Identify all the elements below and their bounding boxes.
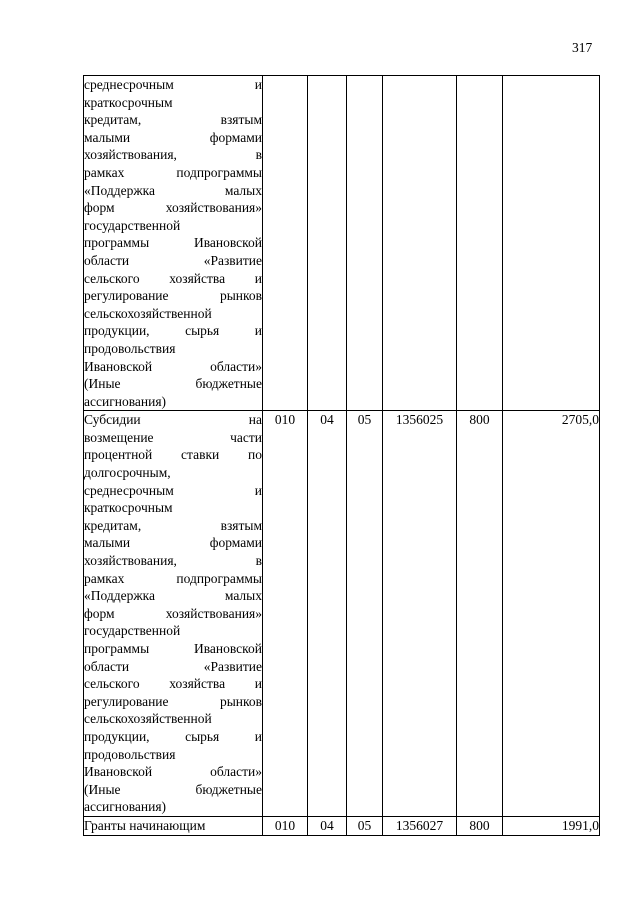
description-line: программы Ивановской [84, 235, 262, 251]
page-number: 317 [572, 40, 593, 55]
description-line: продовольствия [84, 746, 176, 762]
description-line: форм хозяйствования» [84, 200, 262, 216]
subsection-code-cell: 05 [347, 816, 383, 835]
description-line: (Иные бюджетные [84, 781, 262, 797]
description-line: Гранты начинающим [84, 817, 206, 833]
description-line: ассигнования) [84, 393, 167, 409]
target-article-cell: 1356027 [383, 816, 457, 835]
description-line: регулирование рынков [84, 288, 262, 304]
description-line: кредитам, взятым [84, 517, 262, 533]
expense-type-cell [457, 76, 503, 411]
description-line: продукции, сырья и [84, 323, 262, 339]
target-article-cell [383, 76, 457, 411]
budget-table [83, 75, 600, 836]
description-line: (Иные бюджетные [84, 376, 262, 392]
amount-cell: 2705,0 [503, 411, 600, 817]
description-line: краткосрочным [84, 94, 173, 110]
description-line: сельского хозяйства и [84, 270, 262, 286]
description-line: рамках подпрограммы [84, 570, 262, 586]
description-line: рамках подпрограммы [84, 164, 262, 180]
description-line: Субсидии на [84, 412, 262, 428]
description-line: краткосрочным [84, 500, 173, 516]
description-line: сельскохозяйственной [84, 305, 212, 321]
ministry-code-cell: 010 [263, 411, 308, 817]
table-row [84, 816, 600, 835]
description-cell [84, 816, 263, 835]
description-cell [84, 411, 263, 817]
amount-cell: 1991,0 [503, 816, 600, 835]
table-row [84, 76, 600, 411]
description-line: государственной [84, 623, 181, 639]
subsection-code-cell [347, 76, 383, 411]
amount-cell [503, 76, 600, 411]
description-line: государственной [84, 217, 181, 233]
description-line: процентной ставки по [84, 447, 262, 463]
description-line: сельскохозяйственной [84, 711, 212, 727]
description-line: малыми формами [84, 535, 262, 551]
description-line: хозяйствования, в [84, 147, 262, 163]
budget-table-body [84, 76, 600, 836]
table-row [84, 411, 600, 817]
description-line: «Поддержка малых [84, 588, 262, 604]
expense-type-cell: 800 [457, 816, 503, 835]
section-code-cell: 04 [308, 816, 347, 835]
description-line: малыми формами [84, 129, 262, 145]
description-line: кредитам, взятым [84, 112, 262, 128]
section-code-cell [308, 76, 347, 411]
description-line: ассигнования) [84, 799, 167, 815]
description-line: долгосрочным, [84, 465, 171, 481]
subsection-code-cell: 05 [347, 411, 383, 817]
description-line: «Поддержка малых [84, 182, 262, 198]
description-line: Ивановской области» [84, 358, 262, 374]
description-line: сельского хозяйства и [84, 676, 262, 692]
section-code-cell: 04 [308, 411, 347, 817]
description-line: среднесрочным и [84, 77, 262, 92]
description-line: возмещение части [84, 429, 262, 445]
description-line: программы Ивановской [84, 641, 262, 656]
description-line: хозяйствования, в [84, 553, 262, 569]
target-article-cell: 1356025 [383, 411, 457, 817]
description-cell [84, 76, 263, 411]
description-line: Ивановской области» [84, 764, 262, 780]
description-line: форм хозяйствования» [84, 605, 262, 621]
ministry-code-cell: 010 [263, 816, 308, 835]
ministry-code-cell [263, 76, 308, 411]
description-line: области «Развитие [84, 658, 262, 674]
description-line: области «Развитие [84, 252, 262, 268]
description-line: продовольствия [84, 340, 176, 356]
expense-type-cell: 800 [457, 411, 503, 817]
description-line: регулирование рынков [84, 693, 262, 709]
description-line: среднесрочным и [84, 482, 262, 498]
description-line: продукции, сырья и [84, 728, 262, 744]
